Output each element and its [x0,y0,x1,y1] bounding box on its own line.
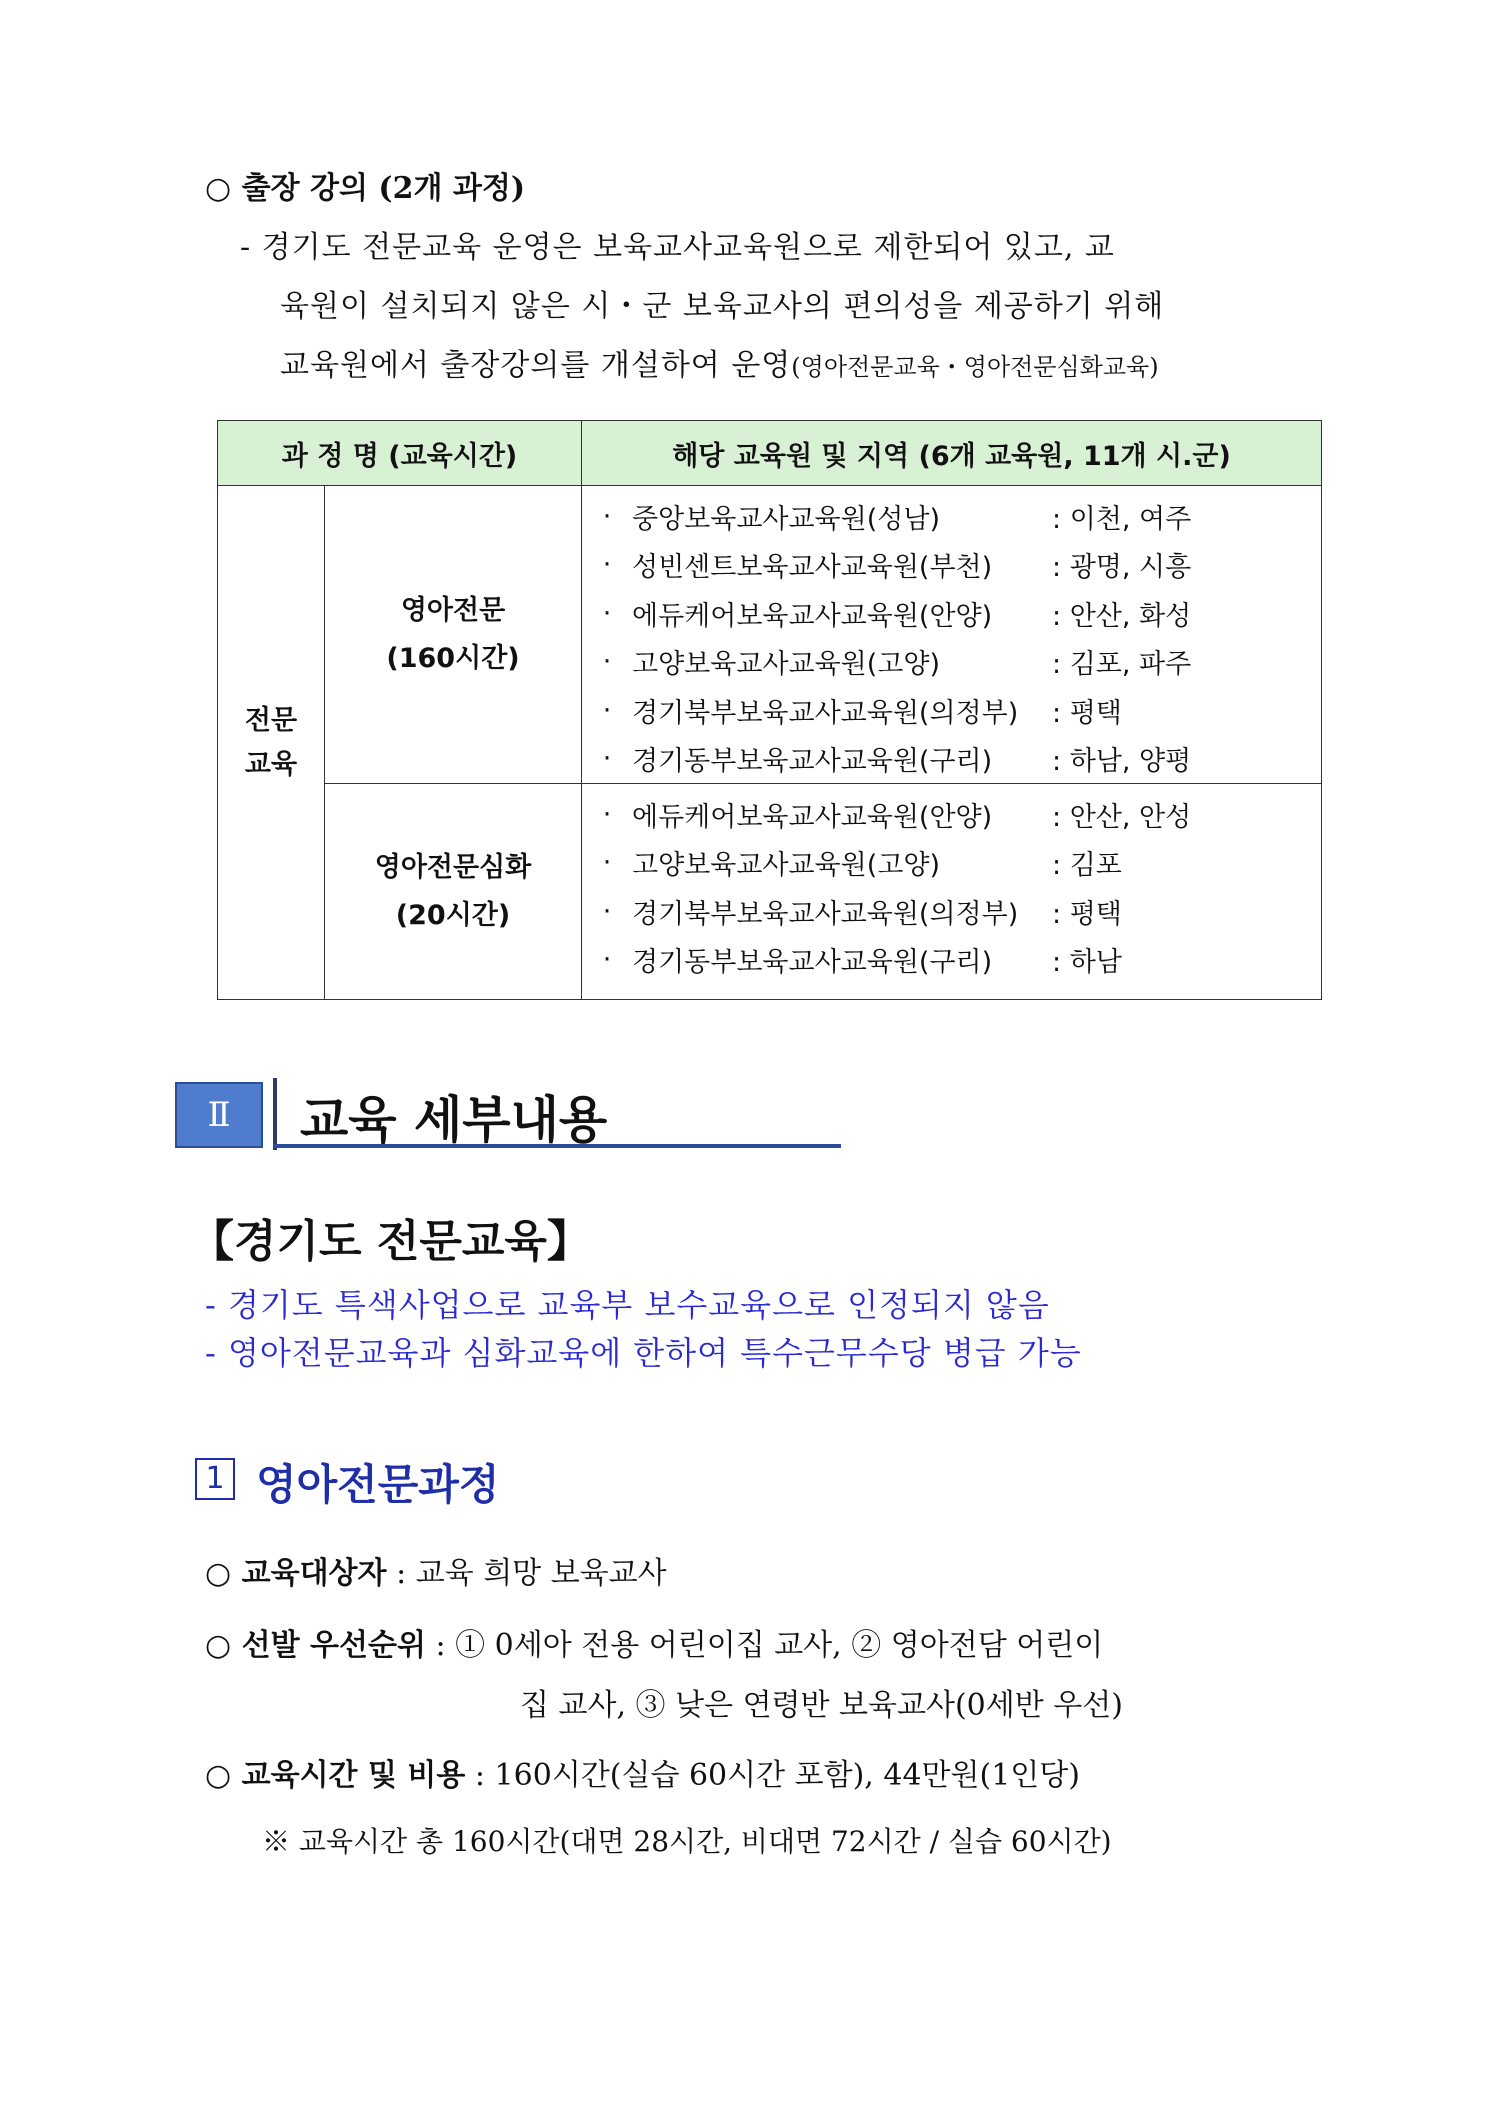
course-cell-advanced [325,784,582,1000]
bullet: · [602,944,612,976]
item-value: : 160시간(실습 60시간 포함), 44만원(1인당) [465,1758,1080,1793]
course-hours: (20시간) [395,899,511,931]
item-value: 집 교사, ③ 낮은 연령반 보육교사(0세반 우선) [520,1688,1123,1723]
item-target [205,1548,667,1592]
item-priority [205,1620,1103,1664]
list-item [582,541,1321,590]
item-key: ○ 교육대상자 [205,1556,387,1591]
item-value: : ① 0세아 전용 어린이집 교사, ② 영아전담 어린이 [425,1628,1104,1663]
section-title-bar [273,1078,277,1150]
list-item [582,936,1321,985]
region-names: : 김포 [1052,850,1122,882]
institute-name: 에듀케어보육교사교육원(안양) [632,801,993,833]
category-line-2: 교육 [244,748,298,780]
subsection-title: 【경기도 전문교육】 [190,1216,591,1267]
course-name: 영아전문심화 [374,851,532,883]
section-number-box: Ⅱ [175,1082,263,1148]
region-names: : 하남 [1052,947,1122,979]
list-item [582,589,1321,638]
list-item [582,790,1321,839]
institute-name: 고양보육교사교육원(고양) [632,850,940,882]
outreach-line-3-text: 교육원에서 출장강의를 개설하여 운영 [280,348,792,383]
region-names: : 안산, 안성 [1052,801,1192,833]
bullet: · [602,847,612,879]
course-title: 영아전문과정 [256,1460,500,1509]
table-row-group-1 [218,486,1322,784]
institute-name: 경기북부보육교사교육원(의정부) [632,697,1019,729]
region-names: : 하남, 양평 [1052,746,1192,778]
outreach-line-2: 육원이 설치되지 않은 시・군 보육교사의 편의성을 제공하기 위해 [280,289,1165,324]
outreach-line-3-note: (영아전문교육・영아전문심화교육) [791,353,1159,381]
item-time-cost [205,1750,1080,1794]
course-number-box: 1 [195,1458,235,1500]
header-course: 과 정 명 (교육시간) [218,421,582,486]
list-item [582,887,1321,936]
bullet: · [602,694,612,726]
list-item [582,638,1321,687]
course-region-table [217,420,1322,1000]
outreach-line-1: - 경기도 전문교육 운영은 보육교사교육원으로 제한되어 있고, 교 [240,230,1115,265]
list-item [582,735,1321,784]
bullet: · [602,743,612,775]
bullet: · [602,549,612,581]
item-key: ○ 선발 우선순위 [205,1628,426,1663]
region-names: : 평택 [1052,898,1122,930]
region-list-advanced [582,784,1322,1000]
table-header-row [218,421,1322,486]
outreach-line-3 [280,340,1159,384]
category-line-1: 전문 [244,704,298,736]
bullet: · [602,500,612,532]
course-cell-infant [325,486,582,784]
institute-name: 경기동부보육교사교육원(구리) [632,947,993,979]
institute-name: 고양보육교사교육원(고양) [632,649,940,681]
region-names: : 이천, 여주 [1052,503,1192,535]
region-names: : 평택 [1052,697,1122,729]
course-name: 영아전문 [400,594,506,626]
list-item [582,839,1321,888]
region-list-infant [582,486,1322,784]
bullet: · [602,798,612,830]
outreach-heading: ○ 출장 강의 (2개 과정) [205,171,526,206]
bullet: · [602,895,612,927]
institute-name: 중앙보육교사교육원(성남) [632,503,940,535]
region-names: : 안산, 화성 [1052,600,1192,632]
bullet: · [602,646,612,678]
list-item [582,492,1321,541]
list-item [582,686,1321,735]
note-line-2: - 영아전문교육과 심화교육에 한하여 특수근무수당 병급 가능 [205,1334,1082,1372]
institute-name: 성빈센트보육교사교육원(부천) [632,552,993,584]
section-title: 교육 세부내용 [300,1091,608,1149]
item-priority-cont [520,1680,1123,1724]
institute-name: 경기북부보육교사교육원(의정부) [632,898,1019,930]
bullet: · [602,597,612,629]
institute-name: 경기동부보육교사교육원(구리) [632,746,993,778]
note-line-1: - 경기도 특색사업으로 교육부 보수교육으로 인정되지 않음 [205,1286,1050,1324]
category-cell [218,486,325,1000]
region-names: : 광명, 시흥 [1052,552,1192,584]
institute-name: 에듀케어보육교사교육원(안양) [632,600,993,632]
header-region: 해당 교육원 및 지역 (6개 교육원, 11개 시.군) [582,421,1322,486]
table-row-group-2 [218,784,1322,1000]
item-value: : 교육 희망 보육교사 [386,1556,667,1591]
item-key: ○ 교육시간 및 비용 [205,1758,466,1793]
course-hours: (160시간) [386,642,520,674]
course-note: ※ 교육시간 총 160시간(대면 28시간, 비대면 72시간 / 실습 60시간) [262,1825,1112,1858]
region-names: : 김포, 파주 [1052,649,1192,681]
